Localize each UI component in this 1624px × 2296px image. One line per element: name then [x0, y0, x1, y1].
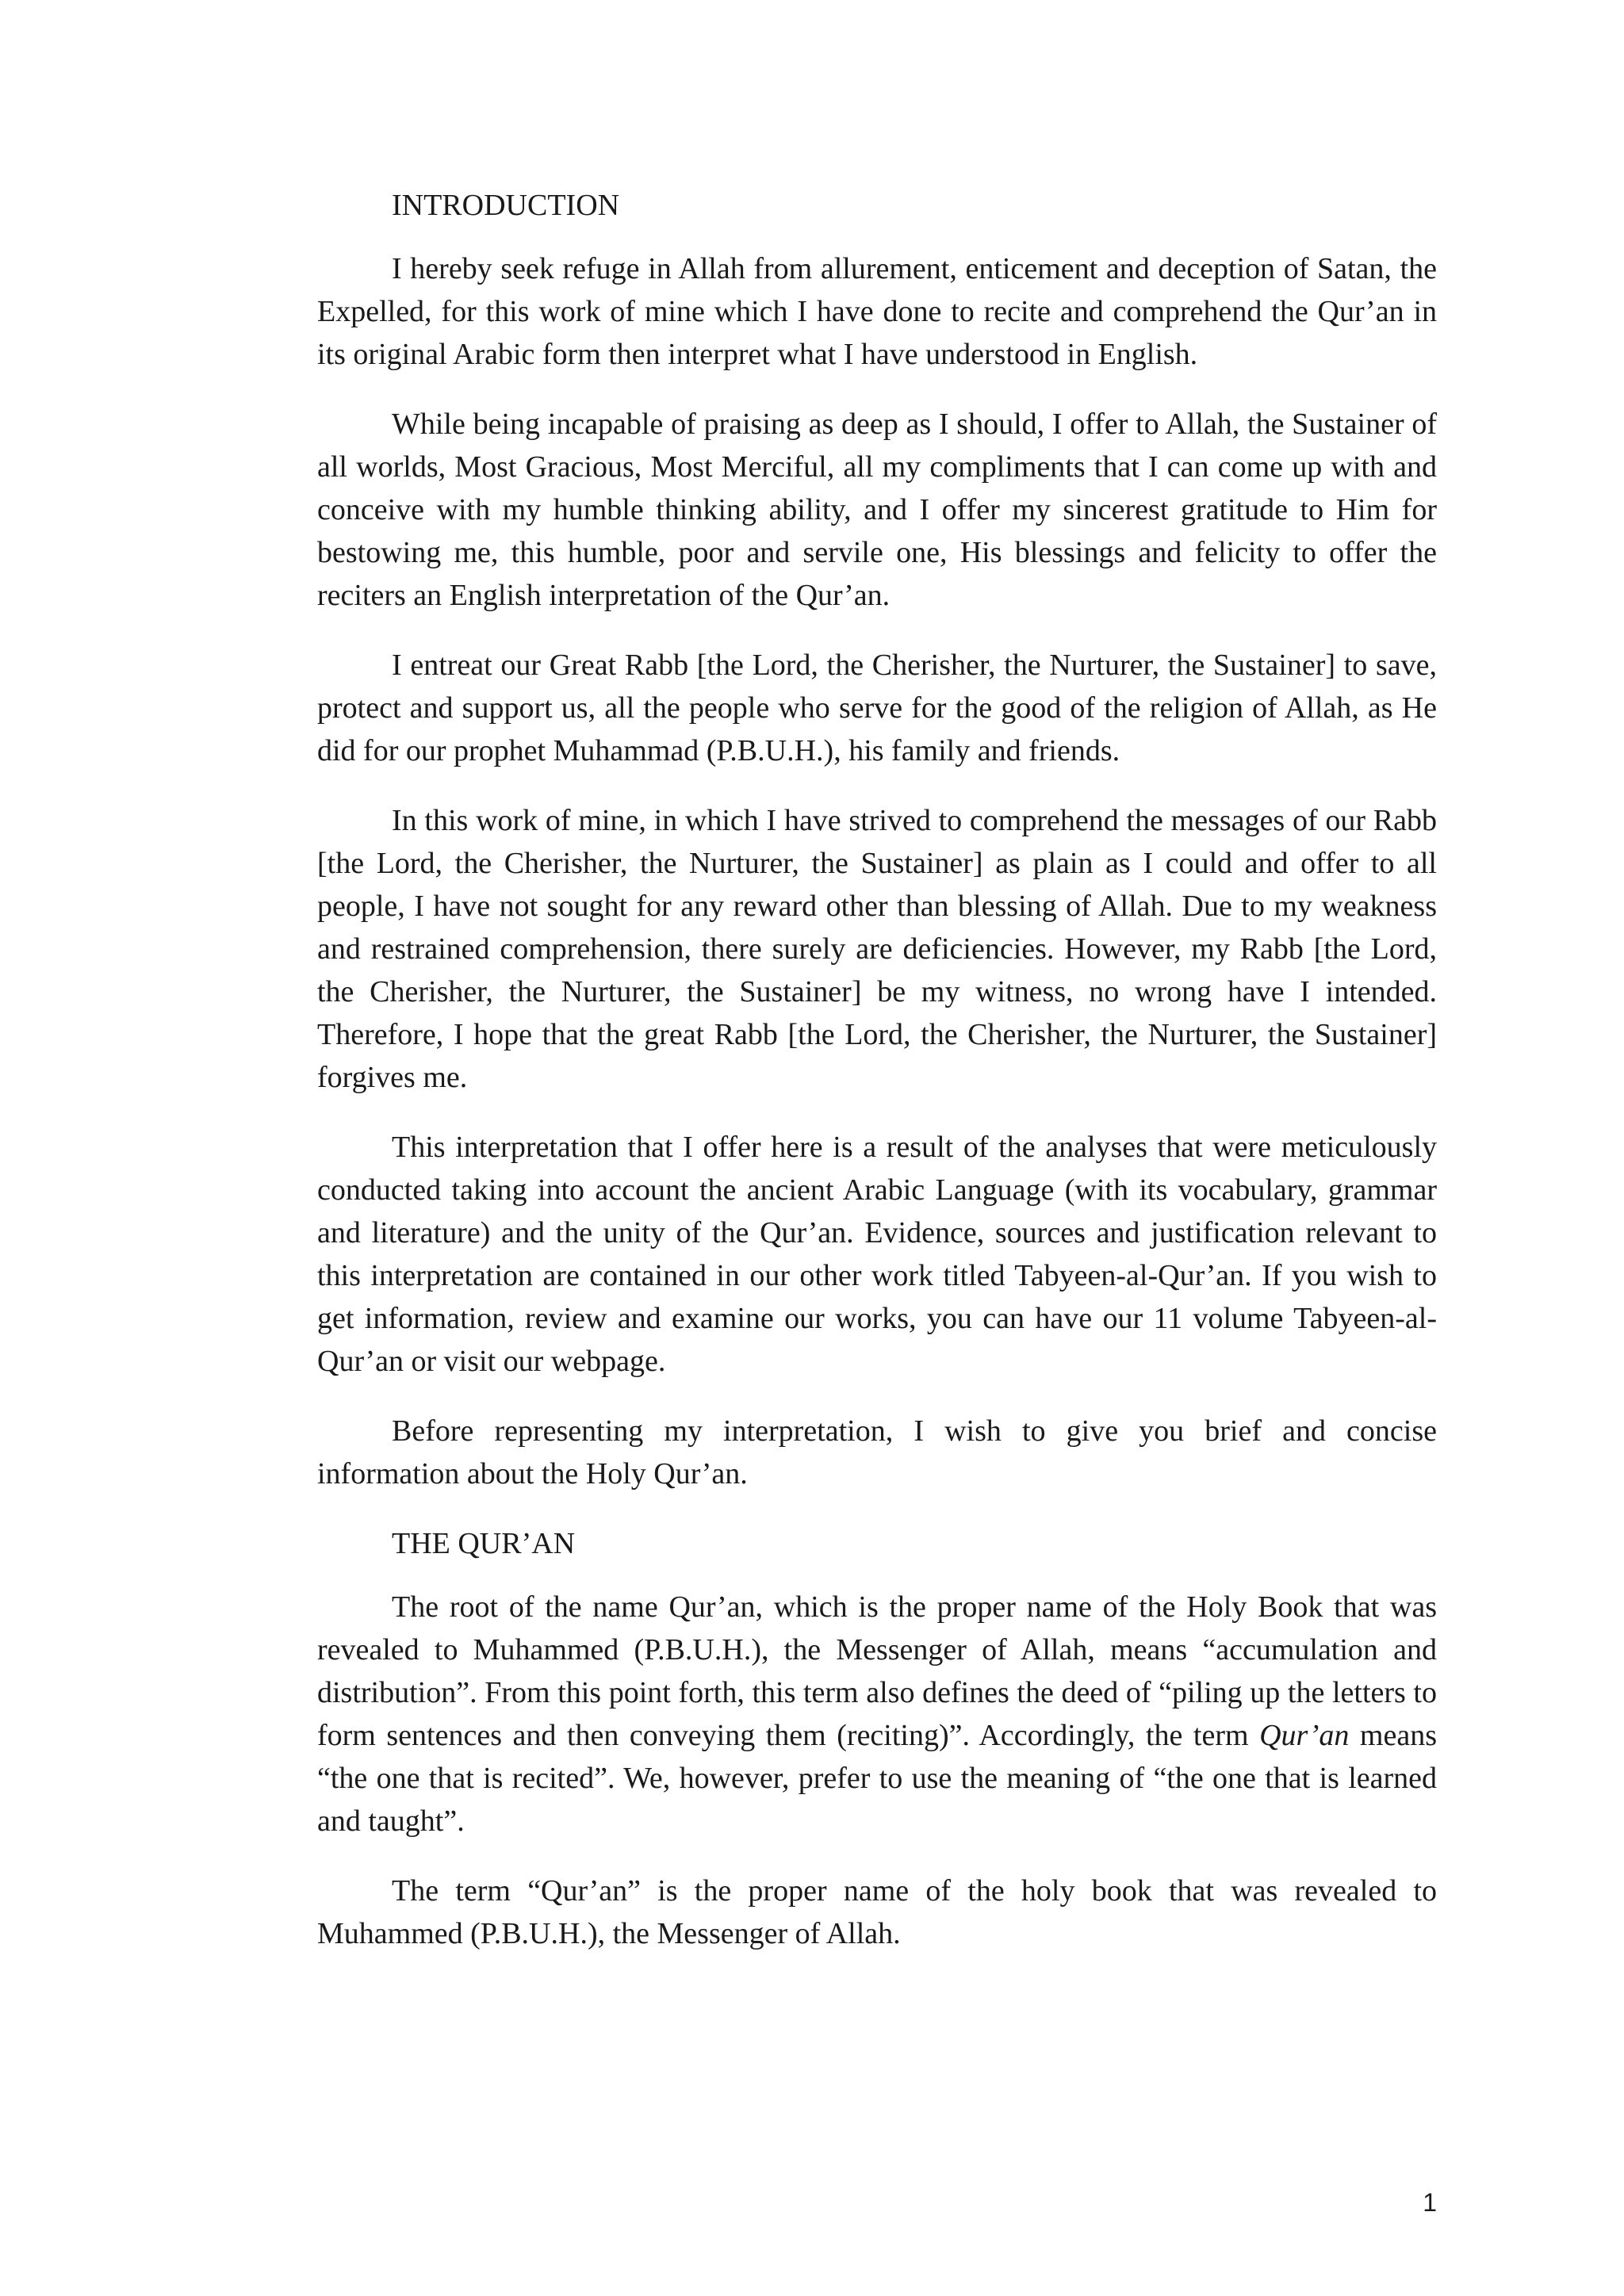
- document-page: [317, 184, 1437, 1982]
- paragraph-strived: In this work of mine, in which I have strived to comprehend the messages of our Rabb [the Lord, the Cherisher, the Nurturer, the Sustainer] as plain as I could and offer to all people, I have not sought for any reward other than blessing of Allah. Due to my weakness and restrained comprehension, there surely are deficiencies. However, my Rabb [the Lord, the Cherisher, the Nurturer, the Sustainer] be my witness, no wrong have I intended. Therefore, I hope that the great Rabb [the Lord, the Cherisher, the Nurturer, the Sustainer] forgives me.: [317, 804, 1437, 1094]
- paragraph-praise: While being incapable of praising as deep as I should, I offer to Allah, the Sustainer of all worlds, Most Gracious, Most Merciful, all my compliments that I can come up with and conceive with my humble thinking ability, and I offer my sincerest gratitude to Him for bestowing me, this humble, poor and servile one, His blessings and felicity to offer the reciters an English interpretation of the Qur’an.: [317, 408, 1437, 612]
- quran-term-italic: Qur’an: [1259, 1719, 1350, 1752]
- section-heading-introduction: INTRODUCTION: [392, 189, 620, 222]
- paragraph-quran-root: [317, 1586, 1437, 1843]
- paragraph-before-representing: Before representing my interpretation, I wish to give you brief and concise information about the Holy Qur’an.: [317, 1414, 1437, 1490]
- paragraph-quran-proper-name: The term “Qur’an” is the proper name of the holy book that was revealed to Muhammed (P.B.U.H.), the Messenger of Allah.: [317, 1874, 1437, 1950]
- paragraph-entreat: I entreat our Great Rabb [the Lord, the Cherisher, the Nurturer, the Sustainer] to save, protect and support us, all the people who serve for the good of the religion of Allah, as He did for our prophet Muhammad (P.B.U.H.), his family and friends.: [317, 649, 1437, 767]
- paragraph-refuge: I hereby seek refuge in Allah from allurement, enticement and deception of Satan, the Expelled, for this work of mine which I have done to recite and comprehend the Qur’an in its original Arabic form then interpret what I have understood in English.: [317, 252, 1437, 371]
- quran-root-text-end: means “the one that is recited”. We, however, prefer to use the meaning of “the one that is learned and taught”.: [317, 1719, 1438, 1838]
- quran-root-text-start: The root of the name Qur’an, which is the proper name of the Holy Book that was revealed to Muhammed (P.B.U.H.), the Messenger of Allah, means “accumulation and distribution”. From this point forth, this term also defines the deed of “piling up the letters to form sentences and then conveying them (reciting)”. Accordingly, the term: [317, 1590, 1437, 1752]
- page-number: 1: [1423, 2188, 1437, 2217]
- paragraph-interpretation: This interpretation that I offer here is a result of the analyses that were meticulously conducted taking into account the ancient Arabic Language (with its vocabulary, grammar and literature) and the unity of the Qur’an. Evidence, sources and justification relevant to this interpretation are contained in our other work titled Tabyeen-al-Qur’an. If you wish to get information, review and examine our works, you can have our 11 volume Tabyeen-al-Qur’an or visit our webpage.: [317, 1131, 1437, 1378]
- section-heading-quran: THE QUR’AN: [392, 1527, 576, 1560]
